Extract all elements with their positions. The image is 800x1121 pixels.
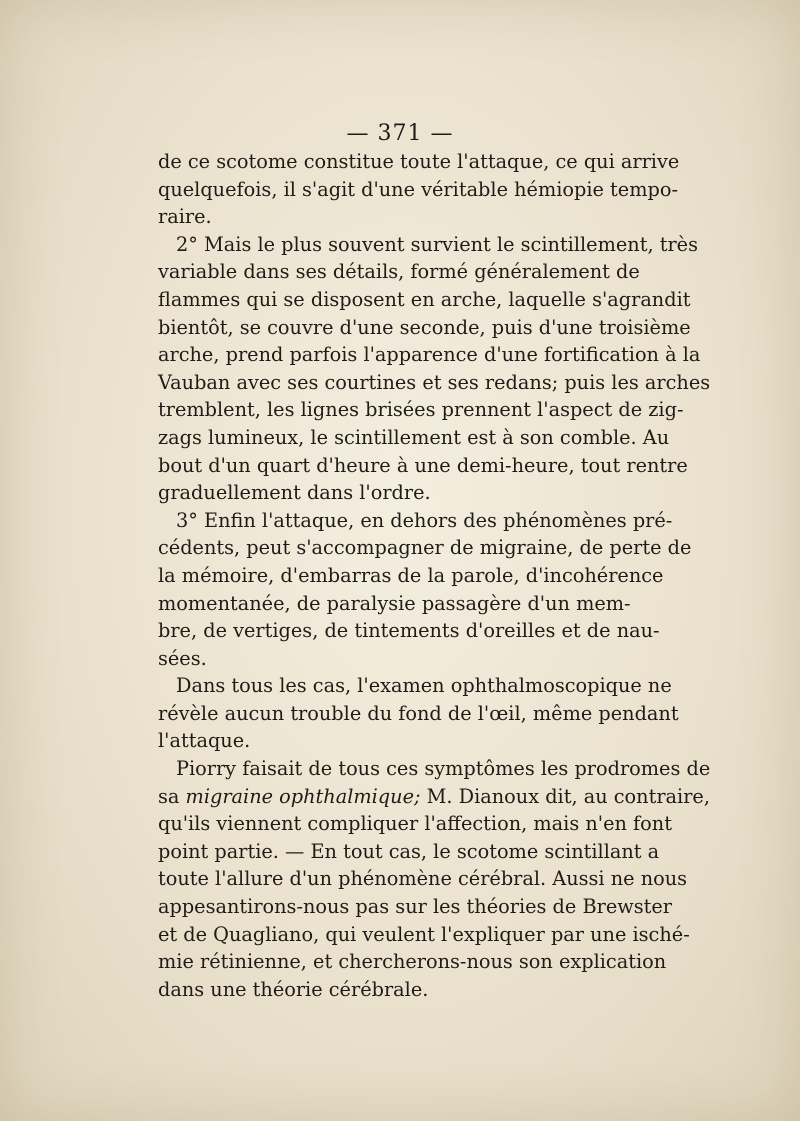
text-line: qu'ils viennent compliquer l'affection, mais n'en font [158,812,672,836]
text-fragment: sa [158,784,180,808]
text-line: l'attaque. [158,729,251,753]
paragraph-5 [158,755,711,1003]
text-line: flammes qui se disposent en arche, laquelle s'agrandit [158,287,691,311]
text-line: appesantirons-nous pas sur les théories de Brewster [158,895,673,919]
text-line: tremblent, les lignes brisées prennent l'aspect de zig- [158,398,684,422]
page-number: — 371 — [346,121,454,146]
text-line: mie rétinienne, et chercherons-nous son explication [158,950,667,974]
paragraph-1 [158,148,680,231]
paragraph-4 [158,672,679,755]
text-line: cédents, peut s'accompagner de migraine, de perte de [158,536,692,560]
text-line: de ce scotome constitue toute l'attaque, ce qui arrive [158,150,680,173]
text-line: bout d'un quart d'heure à une demi-heure, tout rentre [158,453,688,477]
text-line: arche, prend parfois l'apparence d'une fortification à la [158,343,701,367]
paragraph-3 [158,507,692,673]
text-line: la mémoire, d'embarras de la parole, d'incohérence [158,563,664,587]
text-line: momentanée, de paralysie passagère d'un mem- [158,591,631,615]
text-line: Piorry faisait de tous ces symptômes les prodromes de [176,757,711,781]
text-line: bre, de vertiges, de tintements d'oreilles et de nau- [158,619,660,643]
text-line: graduellement dans l'ordre. [158,481,431,505]
text-line: sées. [158,646,207,670]
text-line: Vauban avec ses courtines et ses redans; puis les arches [158,370,711,394]
text-line: révèle aucun trouble du fond de l'œil, même pendant [158,701,679,725]
text-line: 3° Enfin l'attaque, en dehors des phénomènes pré- [176,508,673,532]
body-text [158,148,711,1003]
text-line-mixed [158,783,710,811]
text-line: bientôt, se couvre d'une seconde, puis d'une troisième [158,315,691,339]
text-line: toute l'allure d'un phénomène cérébral. Aussi ne nous [158,867,688,891]
text-line: raire. [158,205,212,229]
paragraph-2 [158,231,711,507]
text-line: dans une théorie cérébrale. [158,977,429,1001]
text-line: zags lumineux, le scintillement est à son comble. Au [158,425,670,449]
text-fragment: M. Dianoux dit, au contraire, [426,784,710,808]
text-line: quelquefois, il s'agit d'une véritable hémiopie tempo- [158,177,678,201]
text-line: 2° Mais le plus souvent survient le scintillement, très [176,232,698,256]
text-line: point partie. — En tout cas, le scotome scintillant a [158,839,660,863]
text-line: Dans tous les cas, l'examen ophthalmoscopique ne [176,674,672,698]
text-line: et de Quagliano, qui veulent l'expliquer par une isché- [158,922,690,946]
text-line: variable dans ses détails, formé généralement de [158,260,640,284]
italic-term: migraine ophthalmique; [185,784,421,808]
